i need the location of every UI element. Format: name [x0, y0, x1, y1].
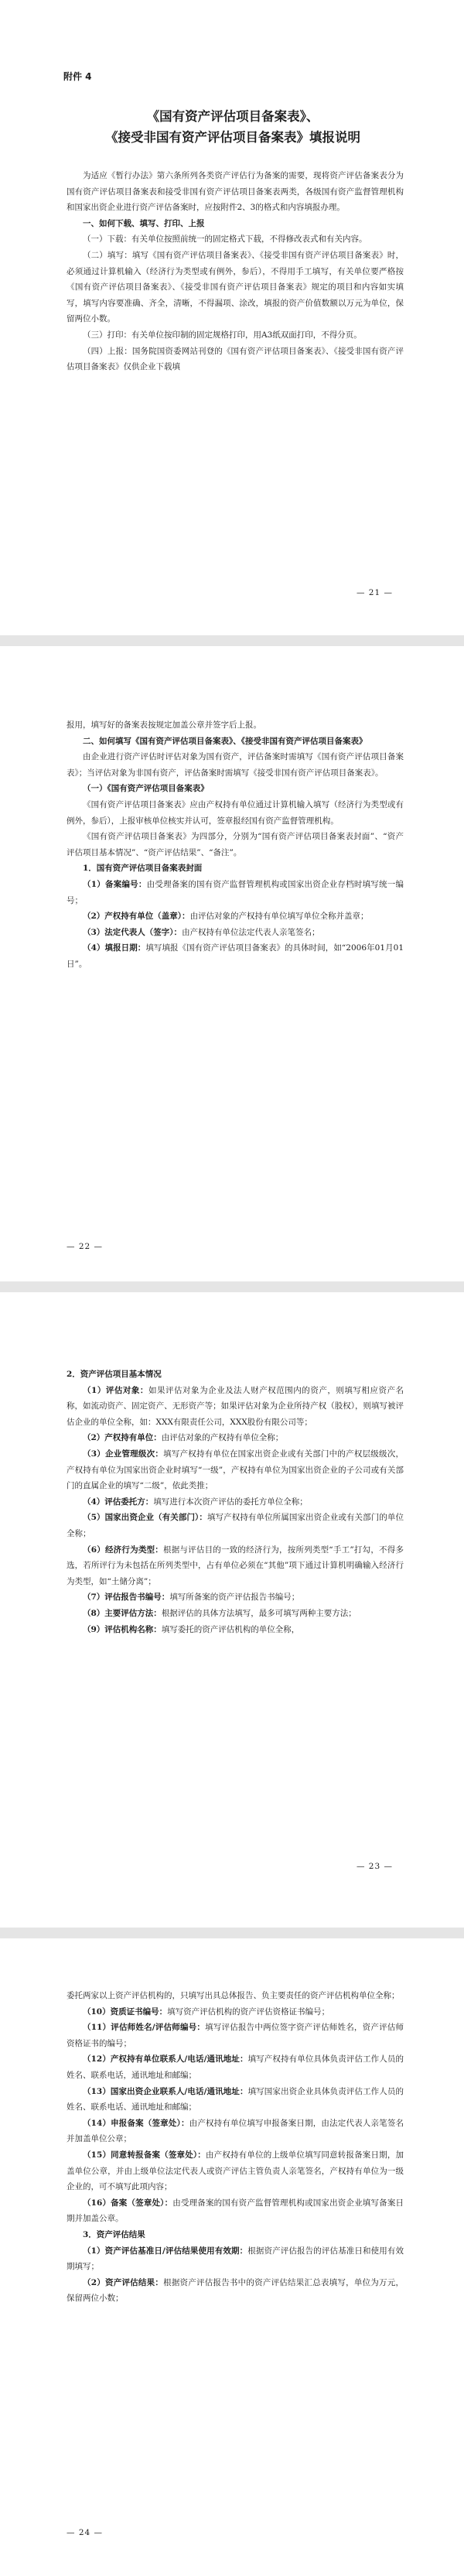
item-text: 填写进行本次资产评估的委托方单位全称；	[153, 1497, 308, 1507]
list-item	[67, 2051, 404, 2083]
item-label: （2）资产评估结果：	[83, 2277, 164, 2287]
item-label: （5）国家出资企业（有关部门）：	[83, 1513, 207, 1523]
title-line-1: 《国有资产评估项目备案表》、	[146, 109, 319, 124]
document-page-1	[0, 0, 464, 635]
page-number: — 22 —	[67, 1242, 104, 1251]
item-heading: 2．资产评估项目基本情况	[67, 1370, 162, 1379]
item-text: 填写产权持有单位所属国家出资企业或有关部门的单位全称；	[67, 1513, 404, 1538]
list-item	[67, 940, 404, 972]
item-label: （4）填报日期：	[83, 943, 146, 953]
list-item	[67, 1446, 404, 1494]
item-text: 填写所备案的资产评估报告书编号；	[169, 1592, 300, 1603]
paragraph: 委托两家以上资产评估机构的，只填写出具总体报告、负主要责任的资产评估机构单位全称；	[67, 1991, 400, 2000]
paragraph: （四）上报：国务院国资委网站刊登的《国有资产评估项目备案表》、《接受非国有资产评估项目备案表》仅供企业下载填	[67, 346, 404, 372]
page-number: — 23 —	[356, 1862, 393, 1871]
list-item	[67, 2243, 404, 2275]
item-text: 填写产权持有单位在国家出资企业或有关部门中的产权层级级次，产权持有单位为国家出资企业时填写“一级”，产权持有单位为国家出资企业的子公司或有关部门的直属企业的填写“二级”，依此类推；	[67, 1449, 404, 1491]
paragraph: 报用，填写好的备案表按规定加盖公章并签字后上报。	[67, 720, 261, 730]
subsection-heading: （一）《国有资产评估项目备案表》	[83, 784, 209, 794]
paragraph: （二）填写：填写《国有资产评估项目备案表》、《接受非国有资产评估项目备案表》时，必须通过计算机输入（经济行为类型或有例外，参后），不得用手工填写，有关单位要严格按《国有资产评估项目备案表》、《接受非国有资产评估项目备案表》规定的项目和内容如实填写，填写内容要准确、齐全，清晰，不得漏项、涂改，填报的资产价值数额以万元为单位，保留两位小数。	[67, 250, 404, 324]
list-item	[67, 2020, 404, 2051]
list-item	[67, 1494, 404, 1510]
item-text: 由产权持有单位法定代表人亲笔签名；	[182, 927, 320, 937]
section-heading: 一、如何下载、填写、打印、上报	[83, 218, 205, 228]
item-text: 填写资产评估机构的资产评估资格证书编号；	[167, 2006, 330, 2017]
item-label: （3）法定代表人（签字）：	[83, 927, 183, 937]
attachment-label: 附件 4	[63, 71, 92, 82]
document-page-4	[0, 1938, 464, 2576]
list-item	[67, 925, 404, 941]
item-label: （1）评估对象：	[83, 1385, 148, 1395]
item-text: 根据与评估目的一致的经济行为，按所列类型“手工”打勾，不得多选，若所评行为未包括在所列类型中，占有单位必须在“其他”项下通过计算机明确输入经济行为类型，如“土储分离”；	[67, 1545, 404, 1586]
list-item	[67, 908, 404, 925]
page-number: — 21 —	[356, 588, 393, 597]
item-text: 由产权持有单位填写申报备案日期，由法定代表人亲笔签名并加盖单位公章；	[67, 2118, 404, 2144]
item-label: （15）同意转报备案（签章处）：	[83, 2150, 206, 2160]
item-label: （11）评估师姓名/评估师编号：	[83, 2023, 206, 2033]
item-text: 填写产权持有单位具体负责评估工作人员的姓名、联系电话，通讯地址和邮编；	[67, 2054, 404, 2080]
item-heading: 3．资产评估结果	[83, 2229, 145, 2239]
list-item	[67, 2116, 404, 2147]
item-text: 如果评估对象为企业及法人财产权范围内的资产，则填写相应资产名称，如流动资产、固定资产、无形资产等；如果评估对象为企业所持产权（股权），则填写被评估企业的单位全称，如：XXX有限责任公司，XXX股份有限公司等；	[67, 1385, 404, 1427]
item-label: （12）产权持有单位联系人/电话/通讯地址：	[83, 2054, 248, 2065]
paragraph: 由企业进行资产评估时评估对象为国有资产，评估备案时需填写《国有资产评估项目备案表》；当评估对象为非国有资产，评估备案时需填写《接受非国有资产评估项目备案表》。	[67, 752, 404, 778]
list-item	[67, 1383, 404, 1431]
list-item	[67, 1606, 404, 1622]
item-text: 由受理备案的国有资产监督管理机构或国家出资企业存档时填写统一编号；	[67, 879, 404, 905]
document-page-3	[0, 1292, 464, 1928]
list-item	[67, 1589, 404, 1606]
item-text: 根据评估的具体方法填写，最多可填写两种主要方法；	[161, 1608, 357, 1618]
item-text: 由受理备案的国有资产监督管理机构或国家出资企业填写备案日期并加盖公章。	[67, 2198, 404, 2224]
list-item	[67, 2147, 404, 2195]
list-item	[67, 1542, 404, 1590]
item-label: （9）评估机构名称：	[83, 1624, 162, 1634]
list-item	[67, 1622, 404, 1638]
item-label: （6）经济行为类型：	[83, 1545, 163, 1555]
document-title	[62, 106, 404, 148]
item-text: 填写填报《国有资产评估项目备案表》的具体时间，如“2006年01月01日”。	[67, 943, 404, 969]
item-label: （4）评估委托方：	[83, 1497, 154, 1507]
list-item	[67, 2275, 404, 2307]
item-label: （1）备案编号：	[83, 879, 147, 889]
item-label: （7）评估报告书编号：	[83, 1592, 170, 1603]
item-label: （1）资产评估基准日/评估结果使用有效期：	[83, 2246, 248, 2256]
document-page-2	[0, 646, 464, 1281]
list-item	[67, 2004, 404, 2020]
list-item	[67, 2195, 404, 2227]
list-item	[67, 1430, 404, 1446]
list-item	[67, 877, 404, 908]
item-text: 根据资产评估报告的评估基准日和使用有效期填写；	[67, 2246, 404, 2272]
item-label: （10）资质证书编号：	[83, 2006, 168, 2017]
item-text: 由评估对象的产权持有单位全称；	[161, 1433, 284, 1443]
item-label: （13）国家出资企业联系人/电话/通讯地址：	[83, 2086, 248, 2096]
list-item	[67, 2084, 404, 2116]
paragraph: （三）打印：有关单位按印制的固定规格打印，用A3纸双面打印，不得分页。	[83, 330, 362, 340]
item-label: （14）申报备案（签章处）：	[83, 2118, 189, 2128]
page-number: — 24 —	[67, 2528, 104, 2537]
paragraph: （一）下载：有关单位按照前统一的固定格式下载，不得修改表式和有关内容。	[83, 234, 367, 245]
item-label: （3）企业管理级次：	[83, 1449, 164, 1459]
list-item	[67, 1510, 404, 1541]
item-label: （8）主要评估方法：	[83, 1608, 162, 1618]
title-line-2: 《接受非国有资产评估项目备案表》填报说明	[105, 130, 360, 145]
paragraph: 《国有资产评估项目备案表》应由产权持有单位通过计算机输入填写（经济行为类型或有例外，参后），上报审核单位核实并认可，签章报经国有资产监督管理机构。	[67, 799, 404, 826]
item-text: 填写委托的资产评估机构的单位全称，	[161, 1624, 300, 1634]
item-text: 根据资产评估报告书中的资产评估结果汇总表填写，单位为万元，保留两位小数；	[67, 2277, 404, 2304]
item-text: 填写评估报告中两位签字资产评估师姓名，资产评估师资格证书的编号；	[67, 2023, 404, 2048]
item-text: 由评估对象的产权持有单位填写单位全称并盖章；	[189, 912, 369, 922]
section-heading: 二、如何填写《国有资产评估项目备案表》、《接受非国有资产评估项目备案表》	[83, 736, 367, 746]
item-label: （16）备案（签章处）：	[83, 2198, 173, 2208]
item-text: 填写国家出资企业具体负责评估工作人员的姓名、联系电话、通讯地址和邮编；	[67, 2086, 404, 2112]
item-heading: 1．国有资产评估项目备案表封面	[83, 864, 203, 874]
item-label: （2）产权持有单位（盖章）：	[83, 912, 190, 922]
item-label: （2）产权持有单位：	[83, 1433, 162, 1443]
item-text: 由产权持有单位的上级单位填写同意转报备案日期，加盖单位公章，并由上级单位法定代表人或资产评估主管负责人亲笔签名，产权持有单位为一级企业的，可不填写此项内容；	[67, 2150, 404, 2192]
intro-paragraph: 为适应《暂行办法》第六条所列各类资产评估行为备案的需要，现将资产评估备案表分为国有资产评估项目备案表和接受非国有资产评估项目备案表两类，各级国有资产监督管理机构和国家出资企业进行资产评估备案时，应按附件2、3的格式和内容填报办理。	[67, 171, 404, 213]
paragraph: 《国有资产评估项目备案表》为四部分，分别为“国有资产评估项目备案表封面”、“资产评估项目基本情况”、“资产评估结果”、“备注”。	[67, 832, 404, 857]
